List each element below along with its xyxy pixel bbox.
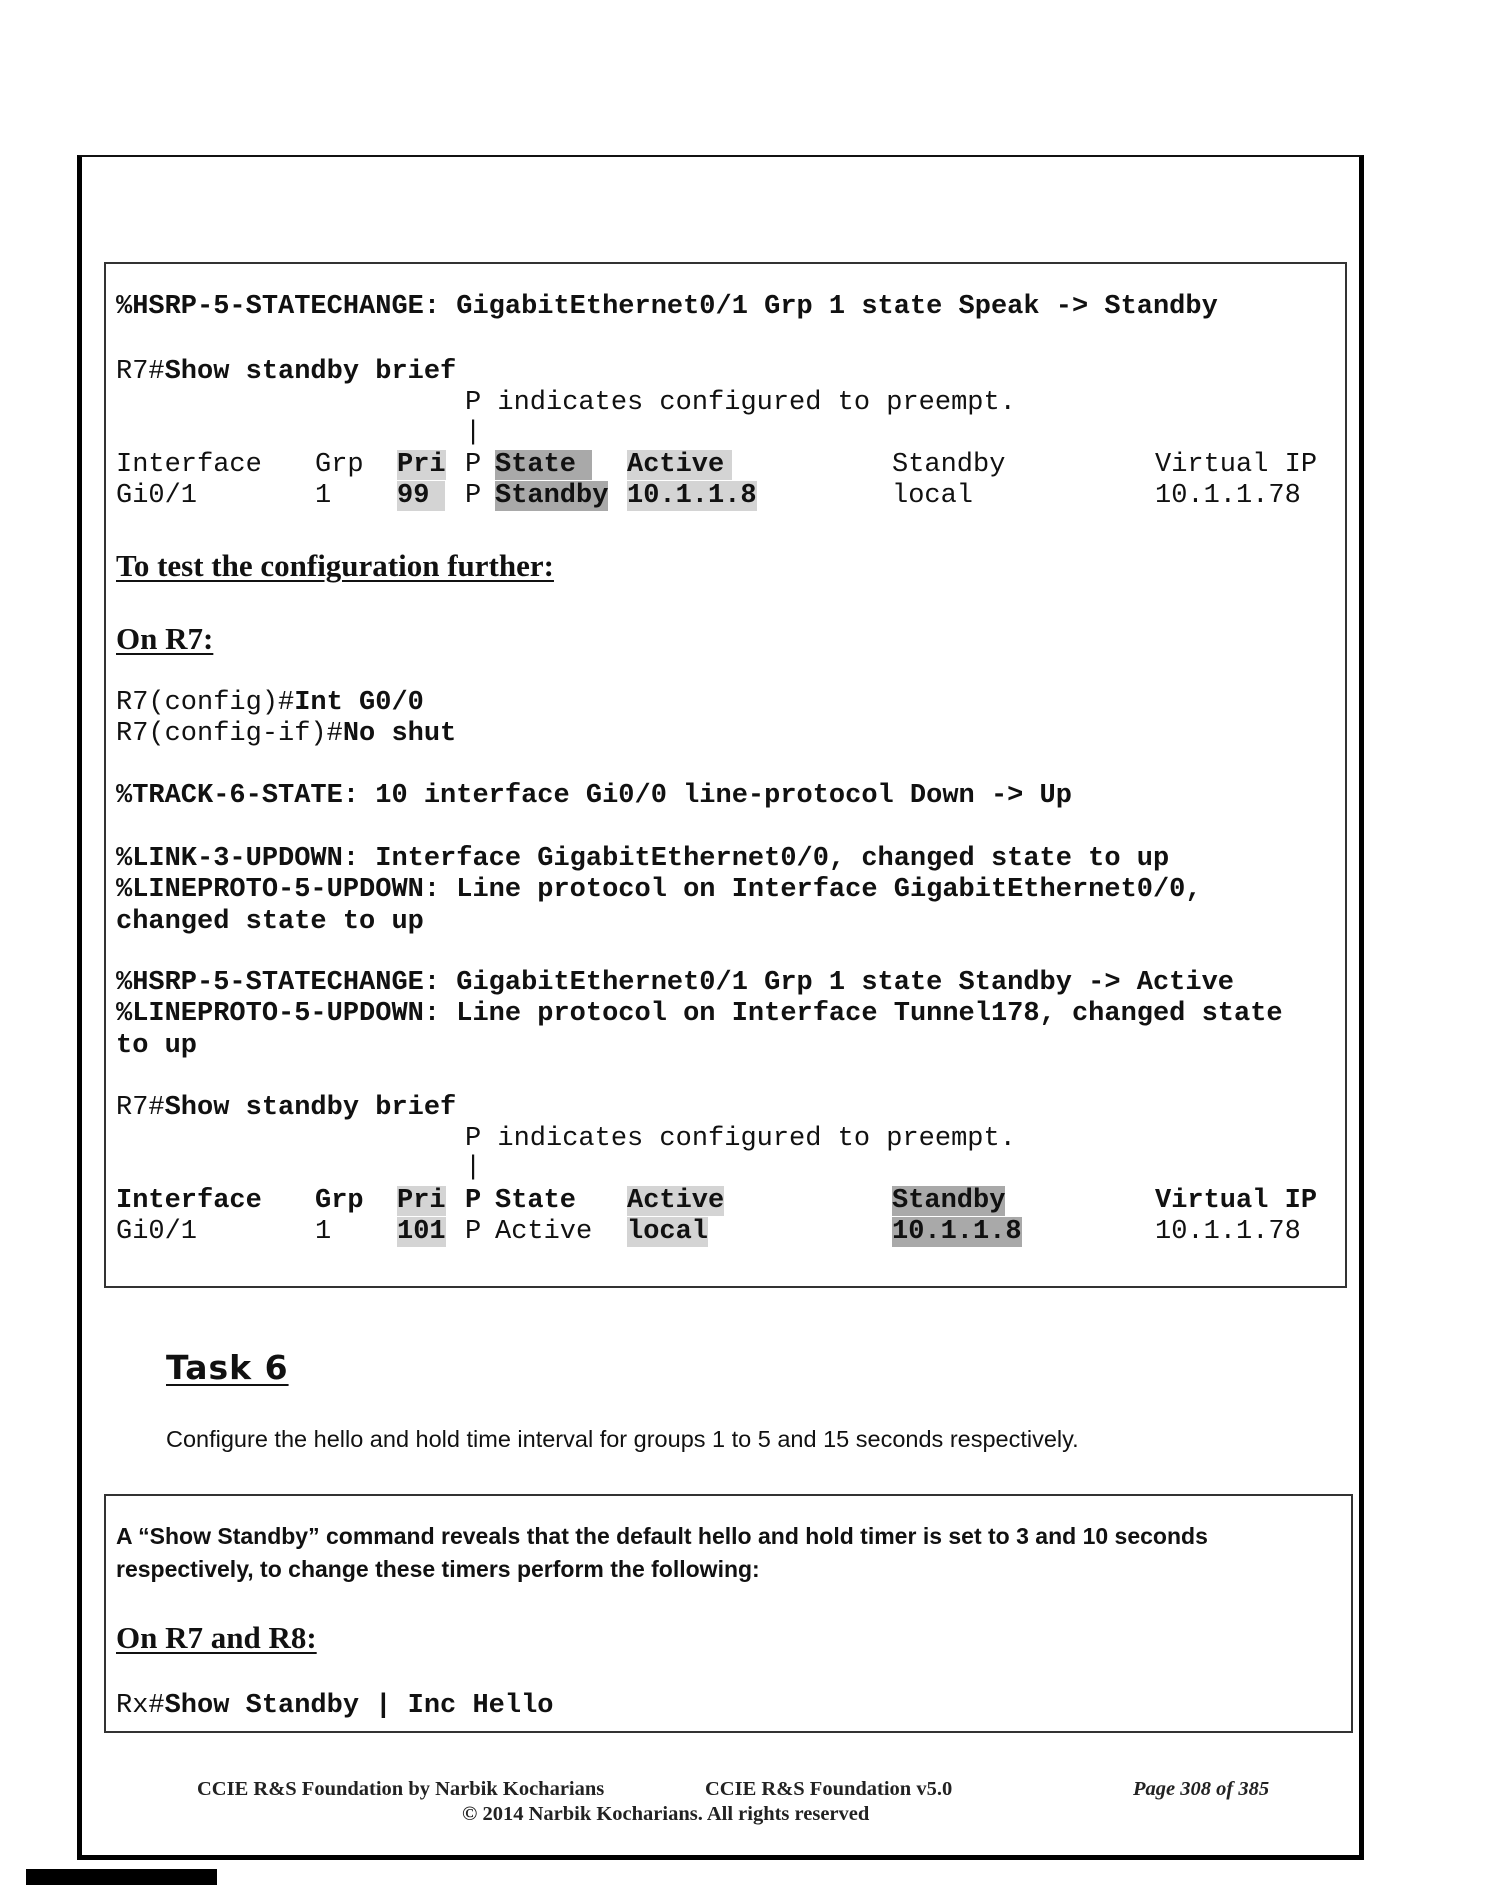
log-text: GigabitEthernet0/1 Grp 1 state Standby -> Active bbox=[440, 968, 1234, 998]
command: Show standby brief bbox=[164, 1093, 457, 1123]
command: Int G0/0 bbox=[294, 688, 424, 718]
cell-state: Standby bbox=[495, 481, 609, 511]
lineproto-updown-log-1 bbox=[116, 875, 1202, 906]
preempt-note-2: P indicates configured to preempt. bbox=[465, 1124, 1016, 1154]
col-p: P bbox=[465, 450, 482, 480]
cell-p: P bbox=[465, 1217, 482, 1247]
scan-artifact-bar bbox=[26, 1869, 217, 1885]
solution-note-line-1: A “Show Standby” command reveals that the default hello and hold timer is set to 3 and 10 seconds bbox=[116, 1523, 1208, 1549]
log-tag: %HSRP-5-STATECHANGE: bbox=[116, 292, 441, 322]
command: No shut bbox=[342, 719, 457, 749]
cell-p: P bbox=[465, 481, 482, 511]
col-interface: Interface bbox=[116, 450, 262, 480]
col-standby: Standby bbox=[892, 450, 1006, 480]
cell-pri: 99 bbox=[397, 481, 445, 511]
prompt: R7(config)# bbox=[116, 688, 295, 718]
table-row bbox=[116, 481, 197, 512]
log-tag: %LINEPROTO-5-UPDOWN: bbox=[116, 999, 441, 1029]
log-tag: %TRACK-6-STATE: bbox=[116, 781, 360, 811]
heading-test-configuration: To test the configuration further: bbox=[116, 548, 554, 583]
command: Show standby brief bbox=[164, 357, 457, 387]
config-line-int bbox=[116, 688, 424, 719]
solution-note-line-2: respectively, to change these timers perform the following: bbox=[116, 1556, 760, 1582]
col-state: State bbox=[495, 1186, 577, 1216]
prompt: R7# bbox=[116, 1093, 165, 1123]
hsrp-statechange-log-1 bbox=[116, 292, 1218, 323]
log-text: Line protocol on Interface GigabitEthernet0/0, bbox=[440, 875, 1202, 905]
log-tag: %HSRP-5-STATECHANGE: bbox=[116, 968, 441, 998]
log-text: 10 interface Gi0/0 line-protocol Down -> Up bbox=[359, 781, 1072, 811]
col-pri: Pri bbox=[397, 1186, 446, 1216]
command-show-standby-inc-hello bbox=[116, 1691, 553, 1722]
cell-active: 10.1.1.8 bbox=[627, 481, 757, 511]
log-tag: %LINK-3-UPDOWN: bbox=[116, 844, 360, 874]
col-active: Active bbox=[627, 1186, 725, 1216]
table-header-row bbox=[116, 450, 262, 481]
lineproto-updown-log-2 bbox=[116, 999, 1283, 1030]
cell-virtual-ip: 10.1.1.78 bbox=[1155, 481, 1301, 511]
col-pri: Pri bbox=[397, 450, 446, 480]
cell-pri: 101 bbox=[397, 1217, 446, 1247]
cell-standby: local bbox=[892, 481, 974, 511]
col-grp: Grp bbox=[315, 450, 364, 480]
preempt-pipe-2: | bbox=[465, 1153, 482, 1183]
col-virtual-ip: Virtual IP bbox=[1155, 1186, 1318, 1216]
cell-grp: 1 bbox=[315, 1217, 332, 1247]
heading-on-r7: On R7: bbox=[116, 621, 214, 656]
prompt: Rx# bbox=[116, 1691, 165, 1721]
log-text: GigabitEthernet0/1 Grp 1 state Speak -> Standby bbox=[440, 292, 1218, 322]
col-active: Active bbox=[627, 450, 732, 480]
col-grp: Grp bbox=[315, 1186, 364, 1216]
log-tag: %LINEPROTO-5-UPDOWN: bbox=[116, 875, 441, 905]
task-title: Task 6 bbox=[166, 1348, 289, 1387]
preempt-pipe-1: | bbox=[465, 418, 482, 448]
preempt-note-1: P indicates configured to preempt. bbox=[465, 388, 1016, 418]
log-text: Line protocol on Interface Tunnel178, changed state bbox=[440, 999, 1283, 1029]
track-state-log bbox=[116, 781, 1072, 812]
cell-grp: 1 bbox=[315, 481, 332, 511]
col-interface: Interface bbox=[116, 1186, 262, 1216]
hsrp-statechange-log-2 bbox=[116, 968, 1234, 999]
task-description: Configure the hello and hold time interval for groups 1 to 5 and 15 seconds respectively. bbox=[166, 1426, 1079, 1452]
footer-book-version: CCIE R&S Foundation v5.0 bbox=[705, 1778, 953, 1800]
lineproto-updown-log-1-cont: changed state to up bbox=[116, 907, 424, 937]
cell-active: local bbox=[627, 1217, 709, 1247]
link-updown-log bbox=[116, 844, 1169, 875]
col-p: P bbox=[465, 1186, 482, 1216]
prompt: R7# bbox=[116, 357, 165, 387]
log-text: Interface GigabitEthernet0/0, changed state to up bbox=[359, 844, 1170, 874]
cell-interface: Gi0/1 bbox=[116, 1217, 198, 1247]
prompt: R7(config-if)# bbox=[116, 719, 343, 749]
command: Show Standby | Inc Hello bbox=[164, 1691, 554, 1721]
config-line-no-shut bbox=[116, 719, 456, 750]
lineproto-updown-log-2-cont: to up bbox=[116, 1031, 198, 1061]
footer-copyright: © 2014 Narbik Kocharians. All rights reserved bbox=[462, 1803, 870, 1825]
col-standby: Standby bbox=[892, 1186, 1006, 1216]
cell-interface: Gi0/1 bbox=[116, 481, 198, 511]
col-state: State bbox=[495, 450, 592, 480]
cell-virtual-ip: 10.1.1.78 bbox=[1155, 1217, 1301, 1247]
command-show-standby-brief-2 bbox=[116, 1093, 456, 1124]
cell-state: Active bbox=[495, 1217, 593, 1247]
col-virtual-ip: Virtual IP bbox=[1155, 450, 1318, 480]
command-show-standby-brief-1 bbox=[116, 357, 456, 388]
cell-standby: 10.1.1.8 bbox=[892, 1217, 1022, 1247]
heading-on-r7-and-r8: On R7 and R8: bbox=[116, 1620, 317, 1655]
footer-page-number: Page 308 of 385 bbox=[1133, 1778, 1270, 1800]
footer-author: CCIE R&S Foundation by Narbik Kocharians bbox=[197, 1778, 605, 1800]
